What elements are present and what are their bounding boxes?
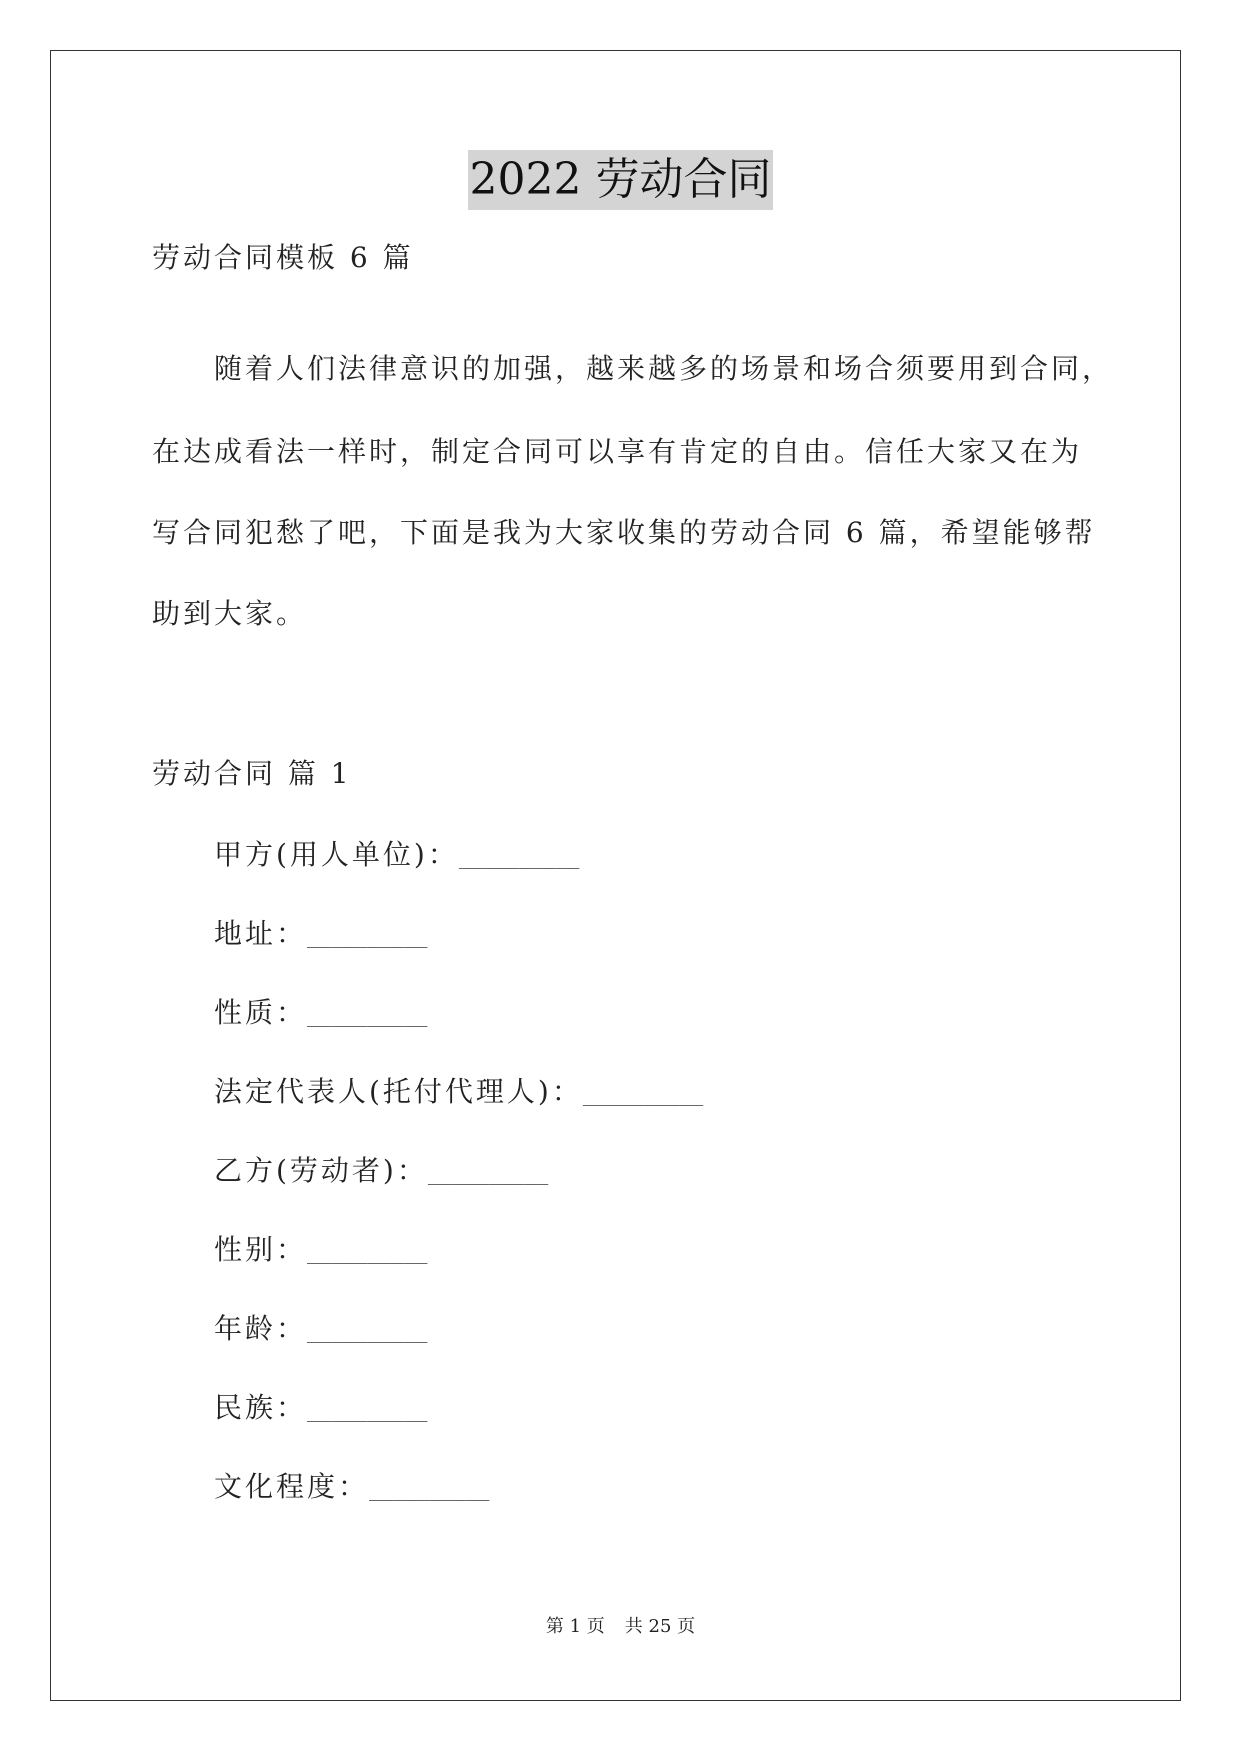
fill-in-blank: __________	[307, 1240, 428, 1264]
field-party-b	[214, 1151, 548, 1193]
field-address	[214, 914, 427, 956]
intro-paragraph-line: 写合同犯愁了吧，下面是我为大家收集的劳动合同 6 篇，希望能够帮	[152, 516, 1096, 549]
page-total: 共 25 页	[624, 1616, 696, 1637]
intro-paragraph-line: 在达成看法一样时，制定合同可以享有肯定的自由。信任大家又在为	[152, 435, 1083, 468]
page-footer	[0, 1615, 1241, 1639]
fill-in-blank: __________	[582, 1082, 704, 1106]
intro-paragraph-line: 助到大家。	[152, 597, 308, 630]
field-party-a	[214, 835, 579, 877]
field-ethnicity	[214, 1388, 427, 1430]
field-label: 文化程度：	[214, 1470, 370, 1503]
page-number: 第 1 页	[545, 1616, 605, 1637]
field-label: 性别：	[214, 1233, 308, 1266]
field-legal-representative	[214, 1072, 703, 1114]
fill-in-blank: __________	[307, 924, 428, 948]
field-label: 甲方(用人单位)：	[214, 838, 459, 871]
field-education	[214, 1467, 489, 1509]
fill-in-blank: __________	[307, 1003, 428, 1027]
field-gender	[214, 1230, 427, 1272]
fill-in-blank: __________	[427, 1161, 549, 1185]
field-age	[214, 1309, 427, 1351]
fill-in-blank: __________	[458, 845, 580, 869]
fill-in-blank: __________	[307, 1319, 428, 1343]
intro-paragraph-line: 随着人们法律意识的加强，越来越多的场景和场合须要用到合同，	[214, 352, 1114, 385]
field-label: 年龄：	[214, 1312, 308, 1345]
field-label: 民族：	[214, 1391, 308, 1424]
field-label: 乙方(劳动者)：	[214, 1154, 428, 1187]
title-container	[0, 150, 1241, 210]
field-nature	[214, 993, 427, 1035]
section-heading: 劳动合同 篇 1	[152, 757, 352, 790]
fill-in-blank: __________	[369, 1477, 490, 1501]
field-label: 地址：	[214, 917, 308, 950]
fill-in-blank: __________	[307, 1398, 428, 1422]
field-label: 法定代表人(托付代理人)：	[214, 1075, 583, 1108]
field-label: 性质：	[214, 996, 308, 1029]
document-title: 2022 劳动合同	[468, 150, 774, 210]
document-subtitle: 劳动合同模板 6 篇	[152, 241, 414, 274]
